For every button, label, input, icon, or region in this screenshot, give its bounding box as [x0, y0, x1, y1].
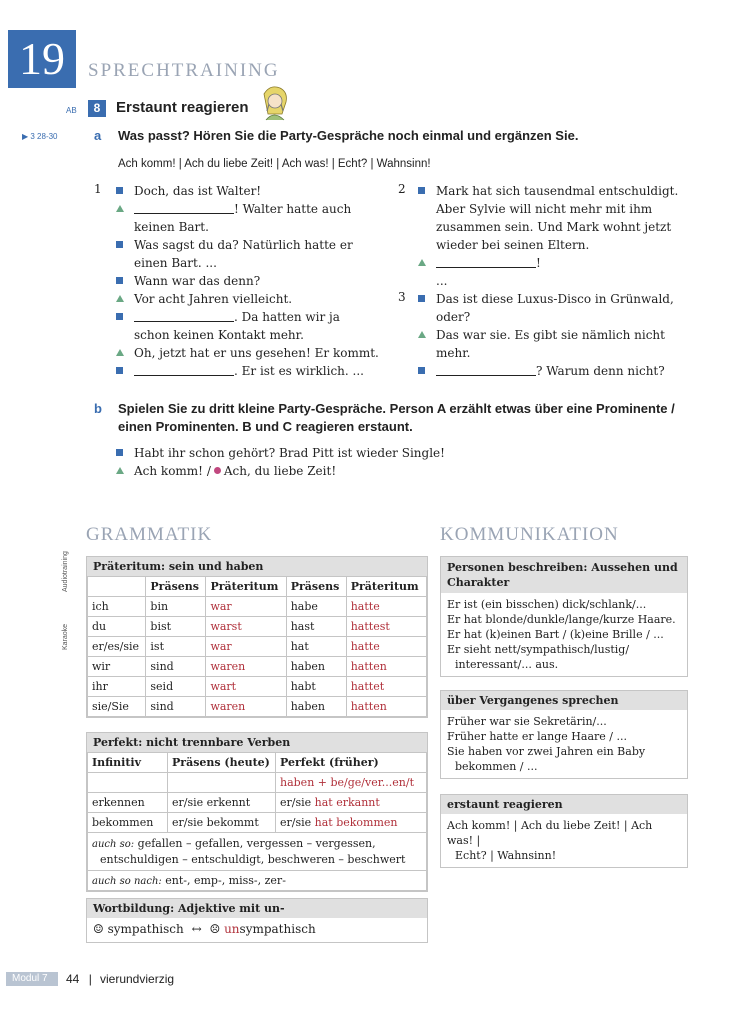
speaker-a-icon [116, 277, 123, 284]
table-row: ihr seid wart habt hattet [88, 677, 427, 697]
table-row: wir sind waren haben hatten [88, 657, 427, 677]
speaker-a-icon [418, 187, 425, 194]
speaker-a-icon [116, 313, 123, 320]
praeteritum-table [87, 576, 427, 717]
perfekt-title: Perfekt: nicht trennbare Verben [87, 733, 427, 752]
speaker-b-icon [418, 259, 426, 266]
speaker-b-icon [418, 331, 426, 338]
speaker-b-icon [116, 295, 124, 302]
blank-field[interactable] [436, 364, 536, 376]
wortbildung-title: Wortbildung: Adjektive mit un- [87, 899, 427, 918]
track-number: 3 28-30 [30, 132, 58, 141]
dialog-2-number: 2 [398, 182, 406, 196]
table-row: auch so nach: ent-, emp-, miss-, zer- [88, 871, 427, 891]
perfekt-box [86, 732, 428, 892]
table-row: auch so: gefallen – gefallen, vergessen – vergessen, entschuldigen – entschuldigt, beschweren – beschwert [88, 833, 427, 871]
table-header-row [88, 577, 427, 597]
speaker-a-icon [116, 449, 123, 456]
part-b-instruction: Spielen Sie zu dritt kleine Party-Gespräche. Person A erzählt etwas über eine Prominente / einen Prominenten. B und C reagieren erstaunt. [118, 401, 675, 434]
praeteritum-box [86, 556, 428, 718]
choice-bank: Ach komm! | Ach du liebe Zeit! | Ach was! | Echt? | Wahnsinn! [118, 158, 431, 170]
wortbildung-box [86, 898, 428, 943]
table-row: du bist warst hast hattest [88, 617, 427, 637]
kommunikation-heading: KOMMUNIKATION [440, 524, 619, 545]
kommunikation-box-3: erstaunt reagieren Ach komm! | Ach du liebe Zeit! | Ach was! | Echt? | Wahnsinn! [440, 794, 688, 868]
table-row: ich bin war habe hatte [88, 597, 427, 617]
blank-field[interactable] [134, 202, 234, 214]
modul-label: Modul 7 [6, 972, 58, 986]
part-a-instruction: Was passt? Hören Sie die Party-Gespräche noch einmal und ergänzen Sie. [118, 128, 579, 143]
table-header: Präsens [146, 577, 206, 597]
wortbildung-example: ☺ sympathisch ↔ ☹ unsympathisch [93, 922, 316, 936]
audio-track[interactable]: ▶ 3 28-30 [22, 132, 58, 141]
part-b-example: Habt ihr schon gehört? Brad Pitt ist wieder Single! Ach komm! / Ach, du liebe Zeit! [116, 444, 516, 480]
double-arrow-icon: ↔ [191, 922, 202, 936]
speaker-c-icon [214, 467, 221, 474]
dialog-1-number: 1 [94, 182, 102, 196]
exercise-number: 8 [88, 100, 106, 117]
grammatik-heading: GRAMMATIK [86, 524, 213, 545]
dialog-3: Das ist diese Luxus-Disco in Grünwald, oder? Das war sie. Es gibt sie nämlich nicht mehr. ? Warum denn nicht? [418, 290, 708, 380]
dialog-1: Doch, das ist Walter! ! Walter hatte auch keinen Bart. Was sagst du da? Natürlich hatte er einen Bart. ... Wann war das denn? Vor acht Jahren vielleicht. . Da hatten wir ja schon keinen Kontakt mehr. Oh, jetzt hat er uns gesehen! Er kommt. . Er ist es wirklich. ... [116, 182, 386, 380]
table-header: Präteritum [206, 577, 286, 597]
speaker-b-icon [116, 205, 124, 212]
sad-face-icon: ☹ [209, 922, 221, 936]
table-row: er/es/sie ist war hat hatte [88, 637, 427, 657]
table-header-row [88, 753, 427, 773]
speaker-a-icon [418, 295, 425, 302]
blank-field[interactable] [436, 256, 536, 268]
table-header: Präteritum [346, 577, 426, 597]
praeteritum-title: Präteritum: sein und haben [87, 557, 427, 576]
table-header: Infinitiv [88, 753, 168, 773]
kommunikation-box-1: Personen beschreiben: Aussehen und Charakter Er ist (ein bisschen) dick/schlank/... Er hat blonde/dunkle/lange/kurze Haare. Er hat (k)einen Bart / (k)eine Brille / ... Er sieht nett/sympathisch/lustig/ interessant/... aus. [440, 556, 688, 677]
blank-field[interactable] [134, 364, 234, 376]
audiotraining-tab[interactable]: Audiotraining [62, 551, 69, 592]
speaker-a-icon [116, 367, 123, 374]
kommunikation-box-2: über Vergangenes sprechen Früher war sie Sekretärin/... Früher hatte er lange Haare / ... Sie haben vor zwei Jahren ein Baby bekommen / ... [440, 690, 688, 779]
table-row [88, 773, 427, 793]
section-title: SPRECHTRAINING [88, 60, 280, 81]
part-a-letter: a [94, 128, 102, 143]
happy-face-icon: ☺ [93, 922, 104, 936]
blank-field[interactable] [134, 310, 234, 322]
dialog-2: Mark hat sich tausendmal entschuldigt. Aber Sylvie will nicht mehr mit ihm zusammen sein. Und Mark wohnt jetzt wieder bei seinen Eltern. ! ... [418, 182, 708, 290]
box-2-title: über Vergangenes sprechen [441, 691, 687, 710]
page-number-words: vierundvierzig [100, 972, 175, 986]
exercise-title: Erstaunt reagieren [116, 99, 249, 116]
chapter-number: 19 [8, 30, 76, 88]
table-header: Präsens (heute) [168, 753, 276, 773]
speaker-b-icon [116, 349, 124, 356]
karaoke-tab[interactable]: Karaoke [62, 623, 69, 650]
perfekt-table [87, 752, 427, 891]
dialog-3-number: 3 [398, 290, 406, 304]
page-number: 44 | [66, 972, 92, 986]
table-header [88, 577, 146, 597]
speaker-b-icon [116, 467, 124, 474]
box-1-title: Personen beschreiben: Aussehen und Charakter [441, 557, 687, 593]
table-row: erkennen er/sie erkennt er/sie hat erkannt [88, 793, 427, 813]
table-row: bekommen er/sie bekommt er/sie hat bekommen [88, 813, 427, 833]
perfekt-formula: haben + be/ge/ver...en/t [276, 773, 427, 793]
speaker-a-icon [116, 187, 123, 194]
speaker-a-icon [418, 367, 425, 374]
speaker-a-icon [116, 241, 123, 248]
workbook-label: AB [66, 106, 77, 115]
surprised-woman-illustration [256, 84, 292, 122]
table-header: Perfekt (früher) [276, 753, 427, 773]
table-row: sie/Sie sind waren haben hatten [88, 697, 427, 717]
part-b-letter: b [94, 401, 102, 416]
box-3-title: erstaunt reagieren [441, 795, 687, 814]
table-header: Präsens [286, 577, 346, 597]
